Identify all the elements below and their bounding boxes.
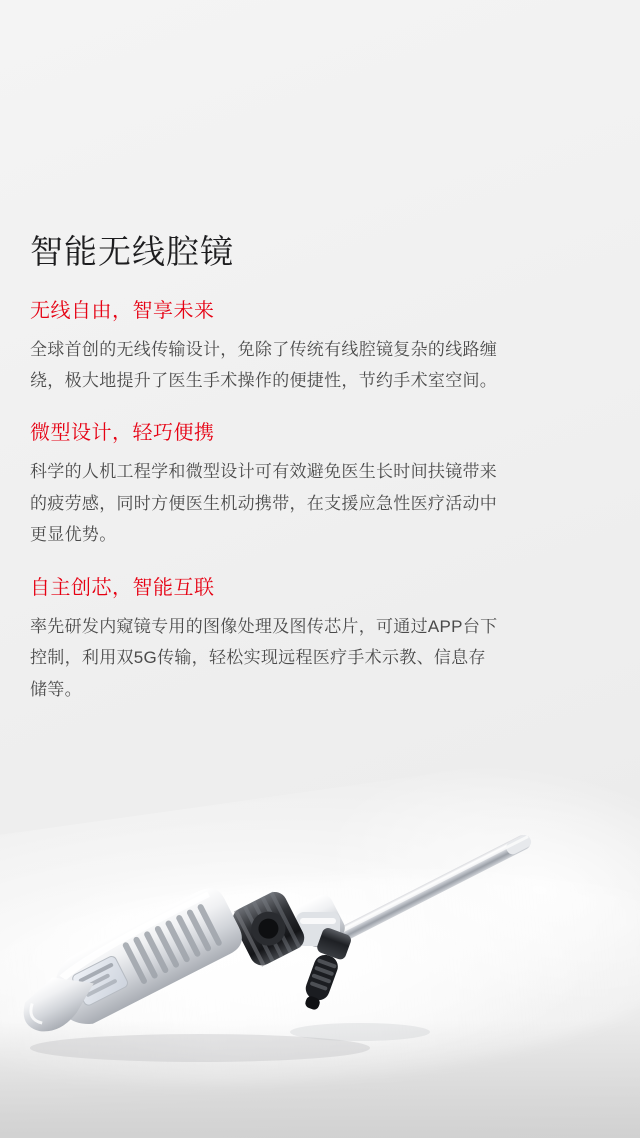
feature-body-1: 全球首创的无线传输设计，免除了传统有线腔镜复杂的线路缠绕，极大地提升了医生手术操作的便捷性，节约手术室空间。 <box>30 339 498 391</box>
feature-title-1: 无线自由，智享未来 <box>30 299 215 322</box>
background-swoosh-center <box>0 847 640 1112</box>
feature-title-2: 微型设计，轻巧便携 <box>30 422 215 445</box>
product-image-endoscope <box>0 780 640 1080</box>
feature-section-1 <box>30 298 500 397</box>
feature-text-block <box>30 232 500 705</box>
feature-title-3: 自主创芯，智能互联 <box>30 576 215 599</box>
feature-body-3: 率先研发内窥镜专用的图像处理及图传芯片，可通过APP台下控制，利用双5G传输，轻松实现远程医疗手术示教、信息存储等。 <box>30 616 498 699</box>
feature-section-2 <box>30 420 500 550</box>
page-title: 智能无线腔镜 <box>30 233 234 270</box>
feature-body-2: 科学的人机工程学和微型设计可有效避免医生长时间扶镜带来的疲劳感，同时方便医生机动携带，在支援应急性医疗活动中更显优势。 <box>30 462 498 545</box>
feature-section-3 <box>30 575 500 705</box>
background-floor-shadow <box>0 1020 640 1138</box>
background-swoosh-left <box>0 729 640 1138</box>
background-swoosh-right <box>278 713 640 1067</box>
